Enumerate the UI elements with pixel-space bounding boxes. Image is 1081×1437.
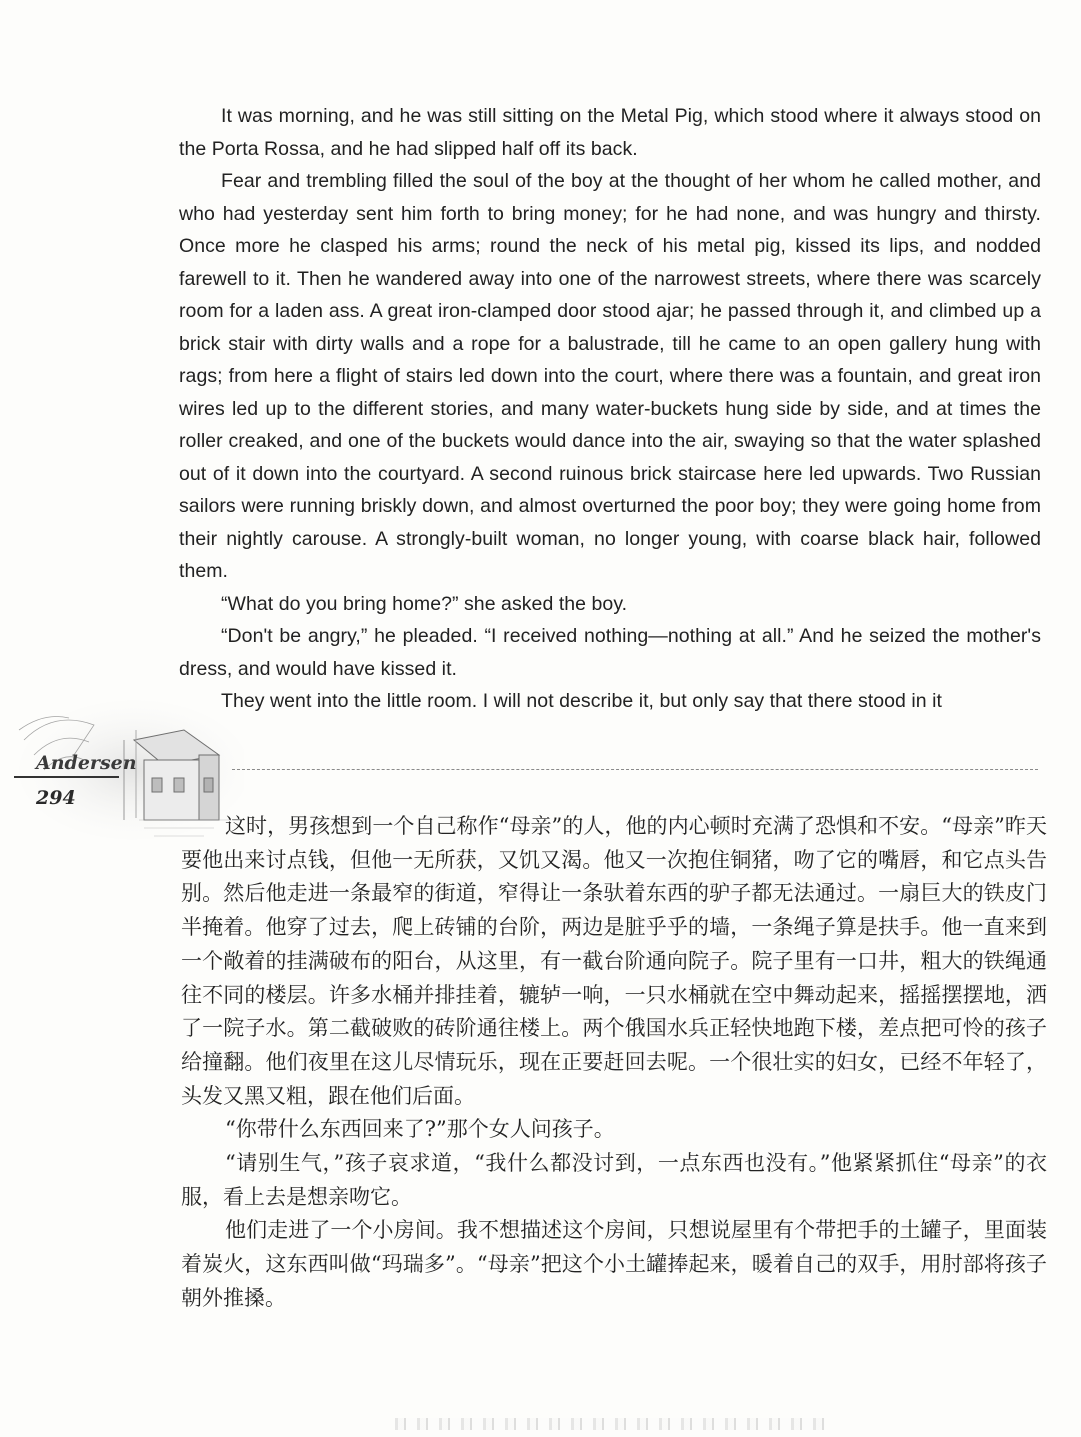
english-paragraph-2: Fear and trembling filled the soul of the boy at the thought of her whom he called mother, and who had yesterday sent him forth to bring money; for he had none, and was hungry and thirsty. Once more he clasped his arms; round the neck of his metal pig, kissed its lips, and nodded farewell to it. Then he wandered away into one of the narrowest streets, where there was scarcely room for a laden ass. A great iron-clamped door stood ajar; he passed through it, and climbed up a brick stair with dirty walls and a rope for a balustrade, till he came to an open gallery hung with rags; from here a flight of stairs led down into the court, where there was a fountain, and great iron wires led up to the different stories, and many water-buckets hung side by side, and at times the roller creaked, and one of the buckets would dance into the air, swaying so that the water splashed out of it down into the courtyard. A second ruinous brick staircase here led upwards. Two Russian sailors were running briskly down, and almost overturned the poor boy; they were going home from their nightly carouse. A strongly-built woman, no longer young, with coarse black hair, followed them. <box>179 170 1041 582</box>
english-text-block <box>179 100 1041 718</box>
chinese-paragraph-1: 这时，男孩想到一个自己称作“母亲”的人，他的内心顿时充满了恐惧和不安。“母亲”昨天要他出来讨点钱，但他一无所获，又饥又渴。他又一次抱住铜猪，吻了它的嘴唇，和它点头告别。然后他走进一条最窄的街道，窄得让一条驮着东西的驴子都无法通过。一扇巨大的铁皮门半掩着。他穿了过去，爬上砖铺的台阶，两边是脏乎乎的墙，一条绳子算是扶手。他一直来到一个敞着的挂满破布的阳台，从这里，有一截台阶通向院子。院子里有一口井，粗大的铁绳通往不同的楼层。许多水桶并排挂着，辘轳一响，一只水桶就在空中舞动起来，摇摇摆摆地，洒了一院子水。第二截破败的砖阶通往楼上。两个俄国水兵正轻快地跑下楼，差点把可怜的孩子给撞翻。他们夜里在这儿尽情玩乐，现在正要赶回去呢。一个很壮实的妇女，已经不年轻了，头发又黑又粗，跟在他们后面。 <box>181 814 1047 1108</box>
header-rule <box>14 776 119 778</box>
author-logo: Andersen <box>36 752 137 774</box>
english-paragraph-3: “What do you bring home?” she asked the boy. <box>221 592 628 615</box>
chinese-text-block <box>181 810 1047 1316</box>
english-paragraph-1: It was morning, and he was still sitting on the Metal Pig, which stood where it always stood on the Porta Rossa, and he had slipped half off its back. <box>179 105 1041 160</box>
chinese-paragraph-2: “你带什么东西回来了?”那个女人问孩子。 <box>225 1117 615 1142</box>
english-paragraph-4: “Don't be angry,” he pleaded. “I received nothing—nothing at all.” And he seized the mother's dress, and would have kissed it. <box>179 625 1041 680</box>
chinese-paragraph-4: 他们走进了一个小房间。我不想描述这个房间，只想说屋里有个带把手的土罐子，里面装着炭火，这东西叫做“玛瑞多”。“母亲”把这个小土罐捧起来，暖着自己的双手，用肘部将孩子朝外推搡。 <box>181 1218 1047 1310</box>
english-paragraph-5: They went into the little room. I will not describe it, but only say that there stood in it <box>221 690 942 712</box>
scan-artifact <box>395 1418 825 1430</box>
chinese-paragraph-3: “请别生气，”孩子哀求道，“我什么都没讨到，一点东西也没有。”他紧紧抓住“母亲”的衣服，看上去是想亲吻它。 <box>181 1151 1047 1209</box>
section-divider <box>232 769 1038 770</box>
page-number: 294 <box>36 787 76 809</box>
